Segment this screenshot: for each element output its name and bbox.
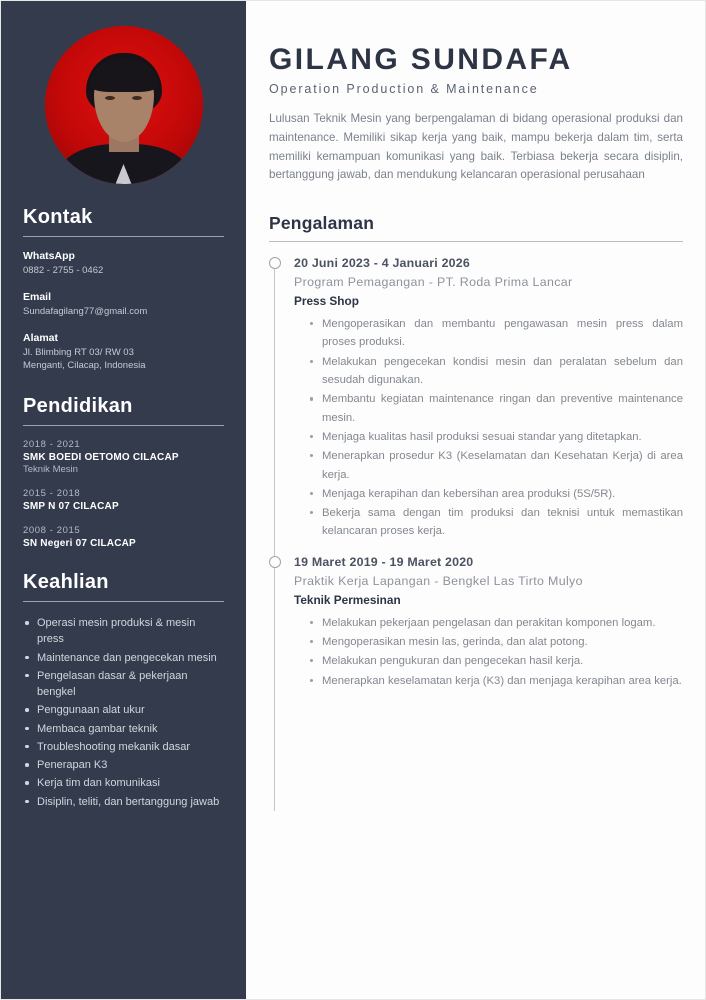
contact-label: Email [23,290,52,303]
experience-entry [294,555,683,690]
education-heading: Pendidikan [23,395,133,418]
education-major: Teknik Mesin [23,464,78,476]
experience-bullet: Melakukan pekerjaan pengelasan dan perakitan komponen logam. [309,614,683,632]
contact-list [23,250,224,373]
skill-item: Pengelasan dasar & pekerjaan bengkel [23,668,224,701]
experience-role: Praktik Kerja Lapangan - Bengkel Las Tirto Mulyo [294,573,583,588]
experience-role: Program Pemagangan - PT. Roda Prima Lancar [294,275,573,290]
skill-item: Troubleshooting mekanik dasar [23,739,224,755]
experience-department: Teknik Permesinan [294,592,401,607]
education-divider [23,425,224,426]
contact-heading: Kontak [23,206,93,228]
education-years: 2015 - 2018 [23,488,81,500]
skills-heading: Keahlian [23,571,109,594]
skill-item: Kerja tim dan komunikasi [23,775,224,791]
experience-bullet: Mengoperasikan dan membantu pengawasan mesin press dalam proses produksi. [309,315,683,352]
skill-item: Membaca gambar teknik [23,721,224,737]
portrait-eye-left [105,96,115,100]
experience-bullet: Menjaga kualitas hasil produksi sesuai standar yang ditetapkan. [309,428,683,446]
experience-date: 19 Maret 2019 - 19 Maret 2020 [294,554,474,569]
contact-label: WhatsApp [23,250,75,262]
main-content [246,1,706,1000]
contact-value[interactable]: 0882 - 2755 - 0462 [23,265,104,276]
skill-item: Penggunaan alat ukur [23,702,224,718]
experience-bullet-list [294,315,683,541]
experience-bullet: Bekerja sama dengan tim produksi dan teknisi untuk memastikan kelancaran proses kerja. [309,504,683,541]
profile-photo [45,26,203,184]
job-title-subtitle: Operation Production & Maintenance [269,82,539,96]
experience-divider [269,241,683,242]
experience-date: 20 Juni 2023 - 4 Januari 2026 [294,256,470,271]
education-list [23,439,224,549]
skill-item: Maintenance dan pengecekan mesin [23,650,224,666]
experience-bullet: Melakukan pengukuran dan pengecekan hasil kerja. [309,652,683,670]
contact-value[interactable]: Sundafagilang77@gmail.com [23,305,148,317]
education-school: SMP N 07 CILACAP [23,501,119,513]
education-item [23,525,224,549]
sidebar [1,1,246,1000]
skills-divider [23,601,224,602]
experience-timeline [269,256,683,690]
contact-divider [23,236,224,237]
experience-entry [294,256,683,541]
skill-item: Penerapan K3 [23,757,224,773]
education-item [23,439,224,475]
experience-bullet: Menerapkan prosedur K3 (Keselamatan dan Kesehatan Kerja) di area kerja. [309,447,683,484]
profile-summary: Lulusan Teknik Mesin yang berpengalaman di bidang operasional produksi dan maintenance. Memiliki sikap kerja yang baik, mampu bekerja dalam tim, serta memiliki kemampuan komunikasi yang baik. Terbiasa bekerja secara disiplin, bertanggung jawab, dan mendukung kelancaran operasional perusahaan [269,112,683,182]
skill-item: Disiplin, teliti, dan bertanggung jawab [23,794,224,810]
contact-label: Alamat [23,331,59,344]
experience-bullet: Mengoperasikan mesin las, gerinda, dan alat potong. [309,633,683,651]
education-item [23,488,224,512]
experience-bullet-list [294,614,683,690]
skills-list [23,615,224,810]
experience-department: Press Shop [294,294,359,309]
contact-value[interactable]: Jl. Blimbing RT 03/ RW 03 Menganti, Cilacap, Indonesia [23,346,146,372]
portrait-eye-right [132,96,142,100]
experience-bullet: Menerapkan keselamatan kerja (K3) dan menjaga kerapihan area kerja. [309,672,683,690]
experience-bullet: Membantu kegiatan maintenance ringan dan preventive maintenance mesin. [309,390,683,427]
education-years: 2008 - 2015 [23,525,81,537]
experience-bullet: Melakukan pengecekan kondisi mesin dan peralatan sebelum dan sesudah digunakan. [309,353,683,390]
education-school: SN Negeri 07 CILACAP [23,538,136,550]
education-school: SMK BOEDI OETOMO CILACAP [23,452,179,464]
education-years: 2018 - 2021 [23,439,81,451]
skill-item: Operasi mesin produksi & mesin press [23,615,224,648]
experience-heading: Pengalaman [269,213,375,234]
page-title: GILANG SUNDAFA [269,43,573,76]
experience-bullet: Menjaga kerapihan dan kebersihan area produksi (5S/5R). [309,485,683,503]
